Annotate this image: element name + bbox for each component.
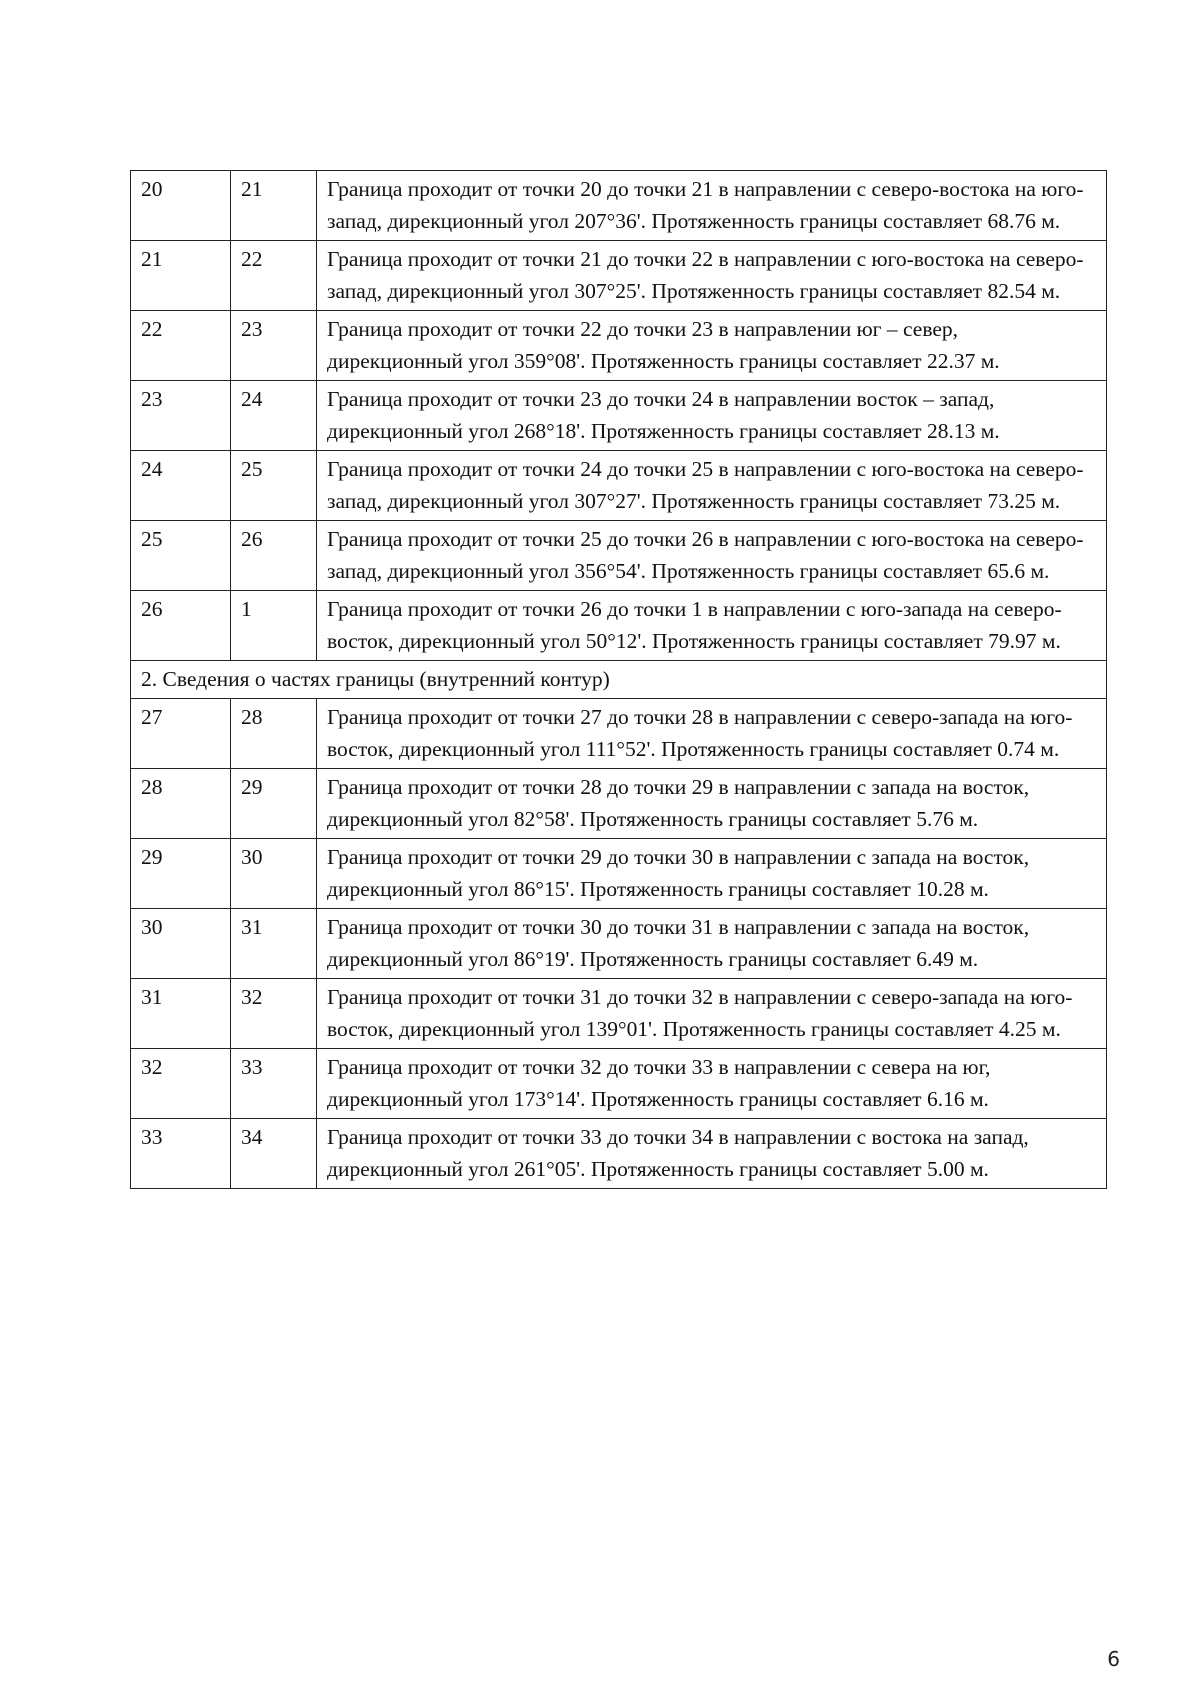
point-to-cell: 29: [231, 769, 317, 839]
page-number: 6: [1107, 1647, 1120, 1671]
point-from-cell: 32: [131, 1049, 231, 1119]
point-from-cell: 29: [131, 839, 231, 909]
point-from-cell: 27: [131, 699, 231, 769]
table-row: [131, 699, 1107, 769]
point-to-cell: 32: [231, 979, 317, 1049]
point-to-cell: 25: [231, 451, 317, 521]
table-row: [131, 1119, 1107, 1189]
table-row: [131, 171, 1107, 241]
point-to-cell: 30: [231, 839, 317, 909]
boundary-description-cell: Граница проходит от точки 33 до точки 34 в направлении с востока на запад, дирекционный угол 261°05'. Протяженность границы составляет 5.00 м.: [317, 1119, 1107, 1189]
boundary-description-cell: Граница проходит от точки 29 до точки 30 в направлении с запада на восток, дирекционный угол 86°15'. Протяженность границы составляет 10.28 м.: [317, 839, 1107, 909]
point-from-cell: 21: [131, 241, 231, 311]
point-from-cell: 28: [131, 769, 231, 839]
boundary-description-cell: Граница проходит от точки 21 до точки 22 в направлении с юго-востока на северо-запад, дирекционный угол 307°25'. Протяженность границы составляет 82.54 м.: [317, 241, 1107, 311]
boundary-description-cell: Граница проходит от точки 23 до точки 24 в направлении восток – запад, дирекционный угол 268°18'. Протяженность границы составляет 28.13 м.: [317, 381, 1107, 451]
boundary-description-cell: Граница проходит от точки 32 до точки 33 в направлении с севера на юг, дирекционный угол 173°14'. Протяженность границы составляет 6.16 м.: [317, 1049, 1107, 1119]
point-from-cell: 26: [131, 591, 231, 661]
section-title: 2. Сведения о частях границы (внутренний контур): [131, 661, 1107, 699]
boundary-description-cell: Граница проходит от точки 30 до точки 31 в направлении с запада на восток, дирекционный угол 86°19'. Протяженность границы составляет 6.49 м.: [317, 909, 1107, 979]
point-to-cell: 24: [231, 381, 317, 451]
table-row: [131, 591, 1107, 661]
point-from-cell: 30: [131, 909, 231, 979]
table-row: [131, 909, 1107, 979]
boundary-description-cell: Граница проходит от точки 20 до точки 21 в направлении с северо-востока на юго-запад, дирекционный угол 207°36'. Протяженность границы составляет 68.76 м.: [317, 171, 1107, 241]
boundary-description-cell: Граница проходит от точки 28 до точки 29 в направлении с запада на восток, дирекционный угол 82°58'. Протяженность границы составляет 5.76 м.: [317, 769, 1107, 839]
point-to-cell: 1: [231, 591, 317, 661]
table-row: [131, 521, 1107, 591]
section-row: [131, 661, 1107, 699]
boundary-table: [130, 170, 1107, 1189]
boundary-description-cell: Граница проходит от точки 26 до точки 1 в направлении с юго-запада на северо-восток, дирекционный угол 50°12'. Протяженность границы составляет 79.97 м.: [317, 591, 1107, 661]
point-to-cell: 28: [231, 699, 317, 769]
point-to-cell: 26: [231, 521, 317, 591]
boundary-description-cell: Граница проходит от точки 25 до точки 26 в направлении с юго-востока на северо-запад, дирекционный угол 356°54'. Протяженность границы составляет 65.6 м.: [317, 521, 1107, 591]
table-row: [131, 451, 1107, 521]
point-to-cell: 31: [231, 909, 317, 979]
point-from-cell: 33: [131, 1119, 231, 1189]
point-from-cell: 20: [131, 171, 231, 241]
point-to-cell: 34: [231, 1119, 317, 1189]
boundary-description-cell: Граница проходит от точки 31 до точки 32 в направлении с северо-запада на юго-восток, дирекционный угол 139°01'. Протяженность границы составляет 4.25 м.: [317, 979, 1107, 1049]
table-row: [131, 311, 1107, 381]
point-to-cell: 23: [231, 311, 317, 381]
table-row: [131, 241, 1107, 311]
table-row: [131, 1049, 1107, 1119]
point-from-cell: 23: [131, 381, 231, 451]
boundary-description-cell: Граница проходит от точки 24 до точки 25 в направлении с юго-востока на северо-запад, дирекционный угол 307°27'. Протяженность границы составляет 73.25 м.: [317, 451, 1107, 521]
point-from-cell: 25: [131, 521, 231, 591]
point-to-cell: 22: [231, 241, 317, 311]
table-row: [131, 381, 1107, 451]
table-row: [131, 979, 1107, 1049]
point-from-cell: 31: [131, 979, 231, 1049]
point-from-cell: 22: [131, 311, 231, 381]
point-to-cell: 33: [231, 1049, 317, 1119]
point-to-cell: 21: [231, 171, 317, 241]
table-row: [131, 769, 1107, 839]
point-from-cell: 24: [131, 451, 231, 521]
boundary-description-cell: Граница проходит от точки 22 до точки 23 в направлении юг – север, дирекционный угол 359°08'. Протяженность границы составляет 22.37 м.: [317, 311, 1107, 381]
table-row: [131, 839, 1107, 909]
boundary-description-cell: Граница проходит от точки 27 до точки 28 в направлении с северо-запада на юго-восток, дирекционный угол 111°52'. Протяженность границы составляет 0.74 м.: [317, 699, 1107, 769]
